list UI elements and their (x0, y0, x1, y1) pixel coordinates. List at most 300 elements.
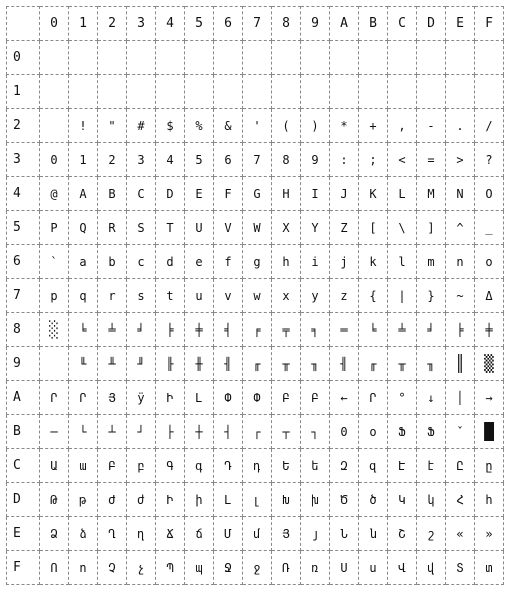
glyph-cell: m (417, 245, 446, 279)
glyph-cell: ← (330, 381, 359, 415)
glyph-cell: ╥ (272, 347, 301, 381)
glyph-cell: | (388, 279, 417, 313)
glyph-cell: Յ (98, 381, 127, 415)
glyph-cell: Փ (243, 381, 272, 415)
glyph-cell: ? (475, 143, 504, 177)
table-body (7, 7, 504, 585)
table-row (7, 415, 504, 449)
glyph-cell: i (301, 245, 330, 279)
glyph-cell: Թ (40, 483, 69, 517)
glyph-cell (243, 41, 272, 75)
glyph-cell: y (301, 279, 330, 313)
row-header: E (7, 517, 40, 551)
glyph-cell: a (69, 245, 98, 279)
row-header: D (7, 483, 40, 517)
row-header: B (7, 415, 40, 449)
glyph-cell: ╘ (359, 313, 388, 347)
glyph-cell: ե (301, 449, 330, 483)
row-header: 1 (7, 75, 40, 109)
table-row (7, 483, 504, 517)
glyph-cell: Բ (272, 381, 301, 415)
glyph-cell: » (475, 517, 504, 551)
glyph-cell: Խ (272, 483, 301, 517)
glyph-cell: ┴ (98, 415, 127, 449)
glyph-cell: v (214, 279, 243, 313)
glyph-cell: U (185, 211, 214, 245)
table-row (7, 449, 504, 483)
glyph-cell: ! (69, 109, 98, 143)
row-header: 2 (7, 109, 40, 143)
header-row (7, 7, 504, 41)
glyph-cell (156, 75, 185, 109)
glyph-cell: ա (69, 449, 98, 483)
glyph-cell: 0 (330, 415, 359, 449)
glyph-cell: w (243, 279, 272, 313)
glyph-cell: S (127, 211, 156, 245)
glyph-cell: ╡ (214, 313, 243, 347)
glyph-cell: E (185, 177, 214, 211)
glyph-cell: ˇ (446, 415, 475, 449)
glyph-cell: P (40, 211, 69, 245)
glyph-cell: ջ (243, 551, 272, 585)
glyph-cell (127, 75, 156, 109)
glyph-cell (156, 41, 185, 75)
glyph-cell: } (417, 279, 446, 313)
glyph-cell: ը (475, 449, 504, 483)
row-header: 3 (7, 143, 40, 177)
row-header: F (7, 551, 40, 585)
glyph-cell: մ (243, 517, 272, 551)
glyph-cell: I (301, 177, 330, 211)
column-header: D (417, 7, 446, 41)
glyph-cell (446, 41, 475, 75)
glyph-cell: լ (243, 483, 272, 517)
glyph-cell: ─ (40, 415, 69, 449)
glyph-cell: Ֆ (388, 415, 417, 449)
glyph-cell: H (272, 177, 301, 211)
glyph-cell: « (446, 517, 475, 551)
glyph-cell: վ (417, 551, 446, 585)
glyph-cell: պ (185, 551, 214, 585)
glyph-cell: Ը (446, 449, 475, 483)
glyph-cell: 0 (40, 143, 69, 177)
glyph-cell: Y (301, 211, 330, 245)
glyph-cell: ն (359, 517, 388, 551)
table-row (7, 41, 504, 75)
glyph-cell: ╓ (359, 347, 388, 381)
glyph-cell: + (359, 109, 388, 143)
glyph-cell (359, 75, 388, 109)
glyph-cell (185, 41, 214, 75)
glyph-cell: g (243, 245, 272, 279)
table-row (7, 211, 504, 245)
glyph-cell: Ս (330, 551, 359, 585)
glyph-cell: L (388, 177, 417, 211)
glyph-cell: ╜ (127, 347, 156, 381)
glyph-cell: f (214, 245, 243, 279)
glyph-cell (214, 75, 243, 109)
glyph-cell: D (156, 177, 185, 211)
glyph-cell (417, 75, 446, 109)
glyph-cell: j (330, 245, 359, 279)
glyph-cell: ~ (446, 279, 475, 313)
glyph-cell: ┬ (272, 415, 301, 449)
glyph-cell (272, 75, 301, 109)
glyph-cell: ▒ (475, 347, 504, 381)
glyph-cell: 4 (156, 143, 185, 177)
glyph-cell (359, 41, 388, 75)
glyph-cell: ╪ (475, 313, 504, 347)
glyph-cell: h (272, 245, 301, 279)
glyph-cell: ╒ (243, 313, 272, 347)
glyph-cell: 7 (243, 143, 272, 177)
glyph-cell: & (214, 109, 243, 143)
row-header: 8 (7, 313, 40, 347)
glyph-cell (388, 75, 417, 109)
glyph-cell: ┼ (185, 415, 214, 449)
glyph-cell: ի (185, 483, 214, 517)
table-row (7, 177, 504, 211)
glyph-cell: ╪ (185, 313, 214, 347)
row-header: 4 (7, 177, 40, 211)
glyph-cell: │ (446, 381, 475, 415)
column-header: F (475, 7, 504, 41)
character-code-table (6, 6, 504, 585)
glyph-cell: ռ (301, 551, 330, 585)
glyph-cell: Ն (330, 517, 359, 551)
glyph-cell (214, 41, 243, 75)
glyph-cell: ═ (330, 313, 359, 347)
glyph-cell: Դ (214, 449, 243, 483)
row-header: 7 (7, 279, 40, 313)
column-header: 0 (40, 7, 69, 41)
glyph-cell: o (359, 415, 388, 449)
glyph-cell (98, 75, 127, 109)
glyph-cell: Ղ (98, 517, 127, 551)
glyph-cell: ╓ (243, 347, 272, 381)
glyph-cell: Լ (214, 483, 243, 517)
glyph-cell: ծ (359, 483, 388, 517)
glyph-cell: ↓ (417, 381, 446, 415)
glyph-cell: l (388, 245, 417, 279)
glyph-cell: B (98, 177, 127, 211)
glyph-cell: ╕ (301, 313, 330, 347)
glyph-cell: W (243, 211, 272, 245)
glyph-cell: ░ (40, 313, 69, 347)
glyph-cell: c (127, 245, 156, 279)
glyph-cell (40, 41, 69, 75)
glyph-cell: ╧ (98, 313, 127, 347)
column-header: 7 (243, 7, 272, 41)
glyph-cell: յ (301, 517, 330, 551)
column-header: 8 (272, 7, 301, 41)
glyph-cell: < (388, 143, 417, 177)
glyph-cell: Հ (446, 483, 475, 517)
glyph-cell: F (214, 177, 243, 211)
glyph-cell: Ե (272, 449, 301, 483)
glyph-cell: p (40, 279, 69, 313)
glyph-cell: Ջ (214, 551, 243, 585)
glyph-cell: A (69, 177, 98, 211)
column-header: 3 (127, 7, 156, 41)
glyph-cell: ╙ (69, 347, 98, 381)
glyph-cell: ճ (185, 517, 214, 551)
glyph-cell: * (330, 109, 359, 143)
glyph-cell: $ (156, 109, 185, 143)
glyph-cell: ╛ (417, 313, 446, 347)
glyph-cell: Ճ (156, 517, 185, 551)
glyph-cell: X (272, 211, 301, 245)
glyph-cell: Ո (40, 551, 69, 585)
glyph-cell: J (330, 177, 359, 211)
glyph-cell: Ի (156, 381, 185, 415)
glyph-cell (417, 41, 446, 75)
glyph-cell: չ (127, 551, 156, 585)
glyph-cell: ╨ (98, 347, 127, 381)
glyph-cell: է (417, 449, 446, 483)
glyph-cell: 9 (301, 143, 330, 177)
glyph-cell: զ (359, 449, 388, 483)
glyph-cell: ┌ (243, 415, 272, 449)
glyph-cell: տ (475, 551, 504, 585)
glyph-cell: ( (272, 109, 301, 143)
glyph-cell: Q (69, 211, 98, 245)
glyph-cell: n (446, 245, 475, 279)
glyph-cell: Փ (214, 381, 243, 415)
table-row (7, 245, 504, 279)
glyph-cell: ° (388, 381, 417, 415)
glyph-cell: > (446, 143, 475, 177)
glyph-cell: ╟ (156, 347, 185, 381)
glyph-cell: Ռ (272, 551, 301, 585)
glyph-cell: = (417, 143, 446, 177)
table-row (7, 381, 504, 415)
glyph-cell: ╖ (417, 347, 446, 381)
glyph-cell: Ր (69, 381, 98, 415)
glyph-cell: e (185, 245, 214, 279)
glyph-cell: ╖ (301, 347, 330, 381)
column-header: 5 (185, 7, 214, 41)
glyph-cell: b (98, 245, 127, 279)
glyph-cell: [ (359, 211, 388, 245)
glyph-cell: ┤ (214, 415, 243, 449)
glyph-cell: # (127, 109, 156, 143)
glyph-cell: 3 (127, 143, 156, 177)
glyph-cell: . (446, 109, 475, 143)
corner-cell (7, 7, 40, 41)
glyph-cell: Զ (330, 449, 359, 483)
table-row (7, 313, 504, 347)
glyph-cell: ձ (69, 517, 98, 551)
glyph-cell: ) (301, 109, 330, 143)
glyph-cell: / (475, 109, 504, 143)
glyph-cell (272, 41, 301, 75)
glyph-cell (185, 75, 214, 109)
glyph-cell: Ձ (40, 517, 69, 551)
glyph-cell: ╞ (156, 313, 185, 347)
glyph-cell (446, 75, 475, 109)
glyph-cell: T (156, 211, 185, 245)
glyph-cell: խ (301, 483, 330, 517)
glyph-cell: " (98, 109, 127, 143)
glyph-cell: ╛ (127, 313, 156, 347)
glyph-cell: M (417, 177, 446, 211)
glyph-cell (330, 41, 359, 75)
glyph-cell: Ր (359, 381, 388, 415)
row-header: 9 (7, 347, 40, 381)
glyph-cell: R (98, 211, 127, 245)
glyph-cell: ╞ (446, 313, 475, 347)
glyph-cell: ╥ (388, 347, 417, 381)
glyph-cell: ╫ (185, 347, 214, 381)
glyph-cell (127, 41, 156, 75)
glyph-cell: ո (69, 551, 98, 585)
glyph-cell: └ (69, 415, 98, 449)
glyph-cell (69, 41, 98, 75)
table-row (7, 75, 504, 109)
column-header: 4 (156, 7, 185, 41)
glyph-cell: կ (417, 483, 446, 517)
glyph-cell: Չ (98, 551, 127, 585)
glyph-cell (243, 75, 272, 109)
column-header: A (330, 7, 359, 41)
glyph-cell: դ (243, 449, 272, 483)
glyph-cell: Ի (156, 483, 185, 517)
glyph-cell: ┐ (301, 415, 330, 449)
row-header: 5 (7, 211, 40, 245)
glyph-cell: ' (243, 109, 272, 143)
glyph-cell: s (127, 279, 156, 313)
glyph-cell: Յ (272, 517, 301, 551)
glyph-cell: Է (388, 449, 417, 483)
glyph-cell: _ (475, 211, 504, 245)
table-row (7, 551, 504, 585)
row-header: A (7, 381, 40, 415)
glyph-cell: o (475, 245, 504, 279)
glyph-cell (40, 75, 69, 109)
glyph-cell: - (417, 109, 446, 143)
glyph-cell: ╤ (272, 313, 301, 347)
glyph-cell: Ֆ (417, 415, 446, 449)
glyph-cell: █ (475, 415, 504, 449)
glyph-cell: Պ (156, 551, 185, 585)
glyph-cell (301, 75, 330, 109)
glyph-cell: բ (127, 449, 156, 483)
table-row (7, 109, 504, 143)
glyph-cell: Δ (475, 279, 504, 313)
glyph-cell: ║ (446, 347, 475, 381)
row-header: C (7, 449, 40, 483)
table-row (7, 517, 504, 551)
column-header: C (388, 7, 417, 41)
column-header: 1 (69, 7, 98, 41)
table-row (7, 143, 504, 177)
glyph-cell: Մ (214, 517, 243, 551)
glyph-cell: ÿ (127, 381, 156, 415)
glyph-cell: ╢ (214, 347, 243, 381)
glyph-cell: Ծ (330, 483, 359, 517)
glyph-cell: % (185, 109, 214, 143)
glyph-cell: : (330, 143, 359, 177)
glyph-cell: ս (359, 551, 388, 585)
glyph-cell: t (156, 279, 185, 313)
column-header: 9 (301, 7, 330, 41)
glyph-cell: \ (388, 211, 417, 245)
glyph-cell: x (272, 279, 301, 313)
glyph-cell: Վ (388, 551, 417, 585)
glyph-cell: շ (417, 517, 446, 551)
glyph-cell: K (359, 177, 388, 211)
glyph-cell: 5 (185, 143, 214, 177)
glyph-cell: ղ (127, 517, 156, 551)
glyph-cell: Տ (446, 551, 475, 585)
column-header: 6 (214, 7, 243, 41)
glyph-cell: r (98, 279, 127, 313)
glyph-cell: ` (40, 245, 69, 279)
table-row (7, 279, 504, 313)
glyph-cell (330, 75, 359, 109)
glyph-cell: Շ (388, 517, 417, 551)
glyph-cell: 6 (214, 143, 243, 177)
glyph-cell: Լ (185, 381, 214, 415)
glyph-cell: V (214, 211, 243, 245)
glyph-cell: N (446, 177, 475, 211)
glyph-cell: , (388, 109, 417, 143)
glyph-cell: 1 (69, 143, 98, 177)
glyph-cell: ┘ (127, 415, 156, 449)
glyph-cell: { (359, 279, 388, 313)
glyph-cell: z (330, 279, 359, 313)
glyph-cell (40, 109, 69, 143)
glyph-cell: O (475, 177, 504, 211)
table-row (7, 347, 504, 381)
glyph-cell (301, 41, 330, 75)
glyph-cell: Z (330, 211, 359, 245)
glyph-cell (40, 347, 69, 381)
glyph-cell: գ (185, 449, 214, 483)
column-header: B (359, 7, 388, 41)
glyph-cell: k (359, 245, 388, 279)
glyph-cell: ╘ (69, 313, 98, 347)
glyph-cell: u (185, 279, 214, 313)
glyph-cell: C (127, 177, 156, 211)
glyph-cell: Գ (156, 449, 185, 483)
glyph-cell: թ (69, 483, 98, 517)
glyph-cell: ^ (446, 211, 475, 245)
column-header: E (446, 7, 475, 41)
glyph-cell: → (475, 381, 504, 415)
glyph-cell (69, 75, 98, 109)
glyph-cell: ├ (156, 415, 185, 449)
glyph-cell: 2 (98, 143, 127, 177)
glyph-cell: @ (40, 177, 69, 211)
glyph-cell (475, 75, 504, 109)
glyph-cell: ] (417, 211, 446, 245)
glyph-cell: ; (359, 143, 388, 177)
column-header: 2 (98, 7, 127, 41)
glyph-cell: ╧ (388, 313, 417, 347)
glyph-cell: d (156, 245, 185, 279)
glyph-cell: Բ (98, 449, 127, 483)
glyph-cell: ժ (127, 483, 156, 517)
glyph-cell: Ժ (98, 483, 127, 517)
glyph-cell (475, 41, 504, 75)
glyph-cell: Բ (301, 381, 330, 415)
glyph-cell: Ր (40, 381, 69, 415)
glyph-cell (388, 41, 417, 75)
glyph-cell: 8 (272, 143, 301, 177)
glyph-cell (98, 41, 127, 75)
